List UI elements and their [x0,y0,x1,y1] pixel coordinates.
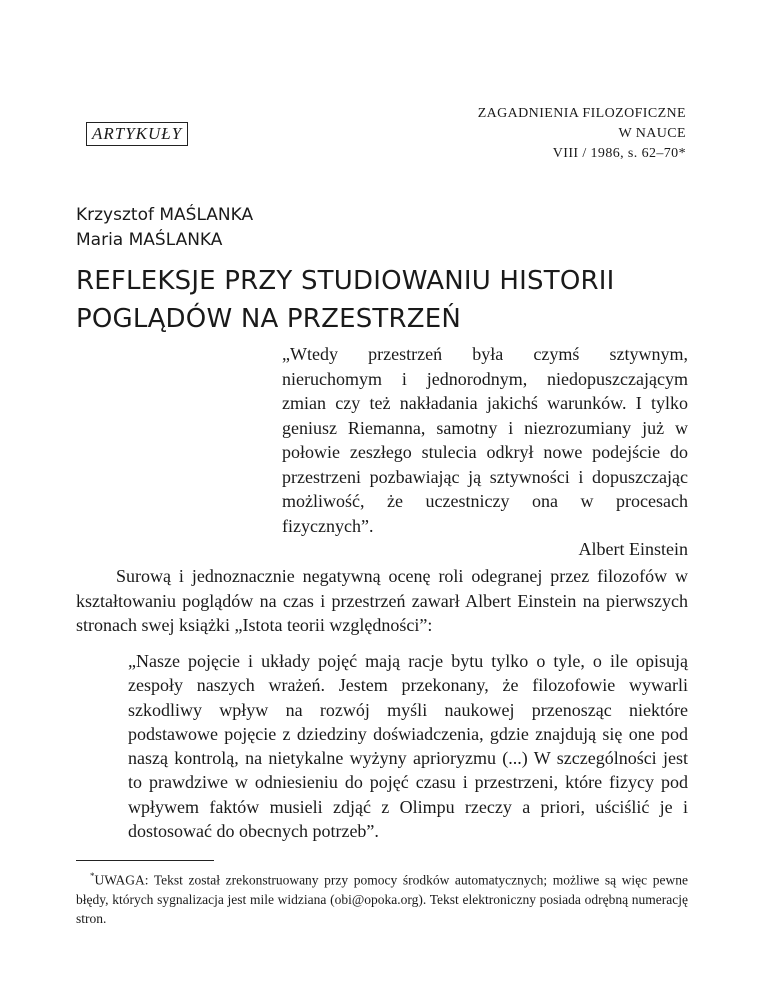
footnote [76,867,688,928]
footnote-mark: * [90,871,95,881]
footnote-text: UWAGA: Tekst został zrekonstruowany przy pomocy środków automatycznych; możliwe są więc pewne błędy, których sygnalizacja jest mile widziana (obi@opoka.org). Tekst elektroniczny posiada odrębną numerację stron. [76,872,688,926]
article-title [76,262,615,338]
section-label: ARTYKUŁY [86,122,188,146]
block-quote: „Nasze pojęcie i układy pojęć mają racje bytu tylko o tyle, o ile opisują zespoły naszych wrażeń. Jestem przekonany, że filozofowie wywarli szkodliwy wpływ na rozwój myśli naukowej przenosząc niektóre podstawowe pojęcie z dziedziny doświadczenia, gdzie znajdują się one pod naszą kontrolą, na nietykalne wyżyny aprioryzmu (...) W szczególności jest to prawdziwe w odniesieniu do pojęć czasu i przestrzeni, które fizycy pod wpływem faktów musieli zdjąć z Olimpu rzeczy a priori, uściślić je i dostosować do obecnych potrzeb”. [128,651,688,842]
journal-volume: VIII / 1986, s. 62–70* [552,146,686,161]
journal-info [478,104,686,164]
footnote-rule [76,860,214,861]
author-name: Maria MAŚLANKA [76,230,223,250]
title-line: POGLĄDÓW NA PRZESTRZEŃ [76,304,462,334]
body-paragraph: Surową i jednoznacznie negatywną ocenę roli odegranej przez filozofów w kształtowaniu poglądów na czas i przestrzeń zawarł Albert Einstein na pierwszych stronach swej książki „Istota teorii względności”: [76,566,688,635]
journal-line: ZAGADNIENIA FILOZOFICZNE [477,106,686,121]
title-line: REFLEKSJE PRZY STUDIOWANIU HISTORII [76,266,615,296]
author-name: Krzysztof MAŚLANKA [76,205,254,225]
motto-author: Albert Einstein [578,539,688,559]
motto-quote: „Wtedy przestrzeń była czymś sztywnym, nieruchomym i jednorodnym, niedopuszczającym zmian czy też nakładania jakichś warunków. I tylko geniusz Riemanna, samotny i niezrozumiany już w połowie zeszłego stulecia odkrył nowe podejście do przestrzeni pozbawiając ją sztywności i dopuszczając możliwość, że uczestniczy ona w procesach fizycznych”. [282,344,688,536]
journal-line: W NAUCE [618,126,686,141]
author-list [76,203,253,253]
